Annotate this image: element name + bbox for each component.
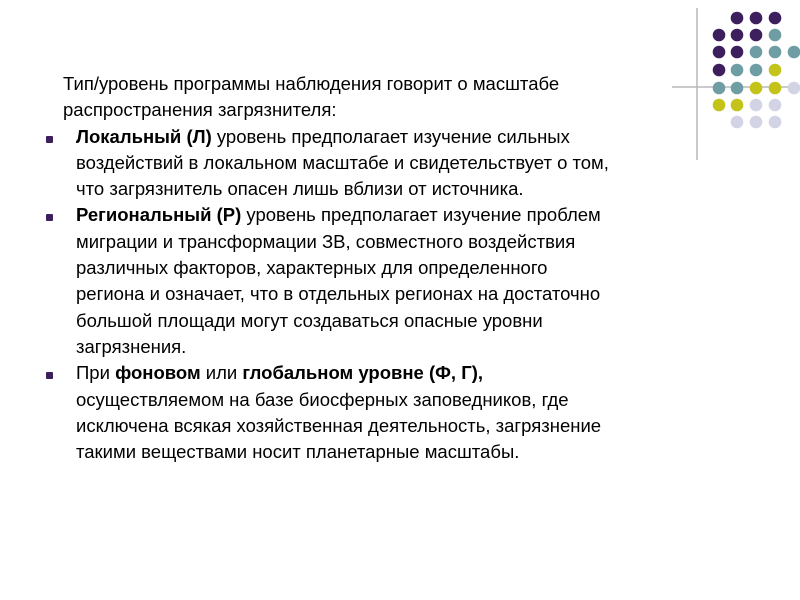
decor-dot [750, 12, 763, 25]
bullet-line [76, 413, 760, 439]
bullet-line [76, 360, 760, 386]
decor-dot [769, 64, 782, 77]
text: что загрязнитель опасен лишь вблизи от источника. [76, 178, 524, 200]
decor-dot [731, 29, 744, 42]
bullet-line [76, 202, 760, 228]
bullet-line [76, 124, 760, 150]
bullet-item [0, 124, 760, 203]
bullet-list [0, 124, 760, 466]
bullet-line [76, 308, 760, 334]
decor-dot [731, 46, 744, 59]
bullet-marker-icon [46, 136, 53, 143]
decor-dot [788, 46, 800, 59]
bullet-line [76, 255, 760, 281]
bold-text: Региональный (Р) [76, 204, 242, 226]
intro-line: Тип/уровень программы наблюдения говорит о масштабе [63, 73, 560, 94]
decor-dot [769, 82, 782, 95]
text: исключена всякая хозяйственная деятельность, загрязнение [76, 414, 602, 436]
bullet-item [0, 202, 760, 360]
bold-text: глобальном уровне (Ф, Г), [242, 362, 483, 384]
intro-paragraph [63, 71, 698, 124]
bullet-item [0, 360, 760, 465]
decor-dot [769, 99, 782, 112]
decor-dot [769, 46, 782, 59]
text: региона и означает, что в отдельных регионах на достаточно [76, 283, 601, 305]
text: большой площади могут создаваться опасные уровни [76, 309, 543, 331]
bold-text: Локальный (Л) [76, 125, 212, 147]
text: или [200, 362, 243, 384]
bullet-marker-icon [46, 372, 53, 379]
decor-dot [769, 29, 782, 42]
decor-dot [788, 82, 800, 95]
text: уровень предполагает изучение сильных [211, 125, 570, 147]
bullet-marker-icon [46, 214, 53, 221]
intro-line: распространения загрязнителя: [63, 99, 337, 121]
text: такими веществами носит планетарные масштабы. [76, 441, 520, 463]
text: осуществляемом на базе биосферных заповедников, где [76, 388, 569, 410]
text: различных факторов, характерных для определенного [76, 257, 548, 279]
decor-dot [713, 29, 726, 42]
bullet-line [76, 229, 760, 255]
bold-text: фоновом [115, 362, 201, 384]
text: воздействий в локальном масштабе и свидетельствует о том, [76, 151, 609, 173]
decor-dot [769, 12, 782, 25]
decor-dot [750, 29, 763, 42]
bullet-line [76, 334, 760, 360]
slide-body [0, 71, 760, 465]
bullet-line [76, 281, 760, 307]
decor-dot [713, 46, 726, 59]
text: уровень предполагает изучение проблем [241, 204, 601, 226]
bullet-line [76, 387, 760, 413]
decor-dot [731, 12, 744, 25]
text: При [76, 362, 116, 384]
decor-dot [769, 116, 782, 129]
text: миграции и трансформации ЗВ, совместного воздействия [76, 230, 576, 252]
bullet-line [76, 176, 760, 202]
text: загрязнения. [76, 335, 187, 357]
decor-dot [750, 46, 763, 59]
bullet-line [76, 439, 760, 465]
bullet-line [76, 150, 760, 176]
